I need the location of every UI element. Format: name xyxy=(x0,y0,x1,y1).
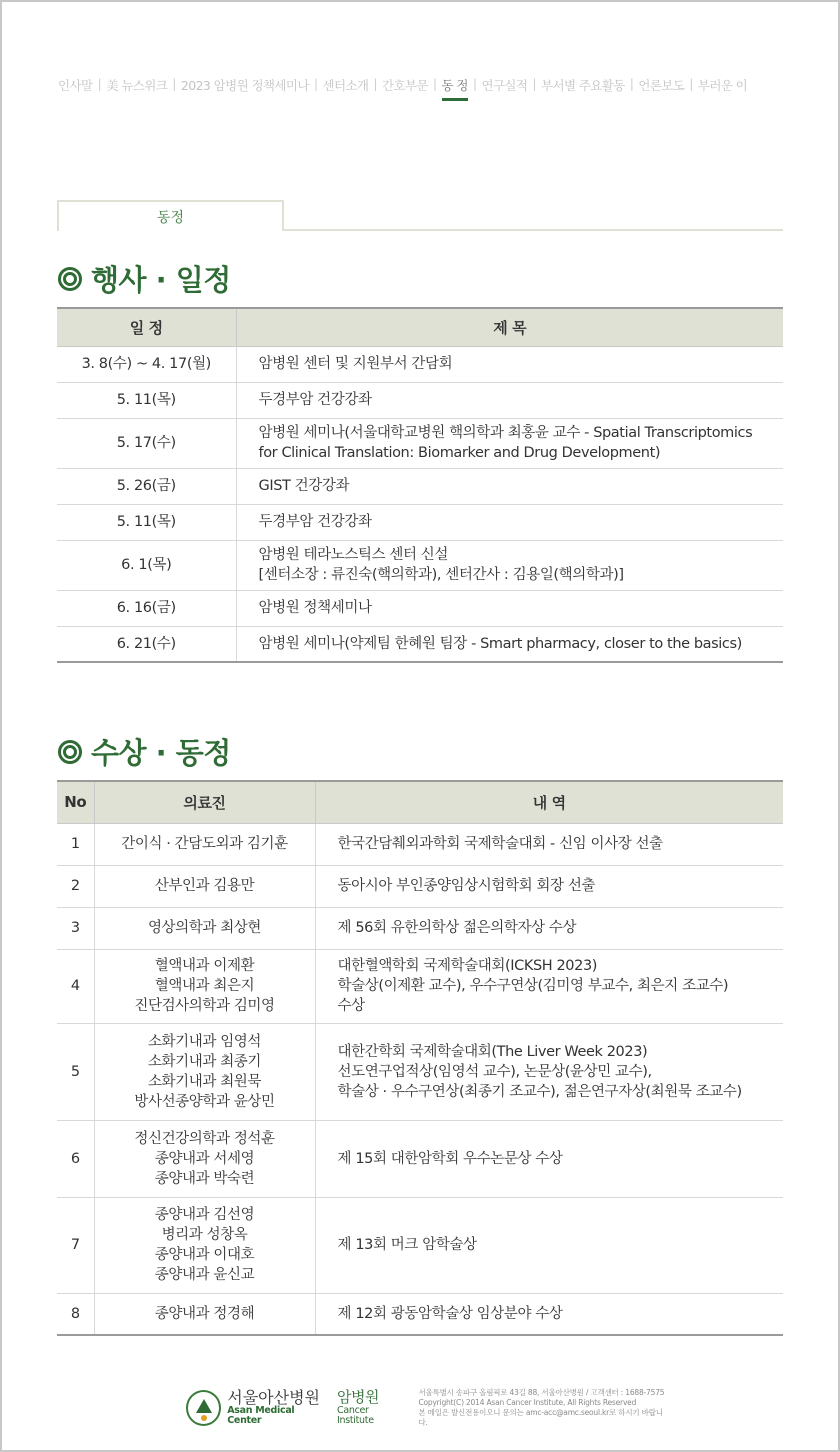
award-detail-line: 학술상 · 우수구연상(최종기 조교수), 젊은연구자상(최원묵 조교수) xyxy=(337,1083,742,1100)
event-title-line: 두경부암 건강강좌 xyxy=(258,392,372,408)
events-table-header xyxy=(57,308,783,346)
events-heading xyxy=(58,258,231,299)
brand-name-en: Asan Medical Center xyxy=(227,1405,295,1427)
award-detail-line: 제 12회 광동암학술상 임상분야 수상 xyxy=(337,1305,563,1322)
event-date: 5. 17(수) xyxy=(57,418,236,468)
award-staff-line: 방사선종양학과 윤상민 xyxy=(134,1093,275,1110)
award-staff-line: 종양내과 김선영 xyxy=(154,1207,255,1223)
award-detail xyxy=(315,1197,783,1293)
nav-item[interactable]: 美 뉴스위크 xyxy=(106,78,168,93)
award-staff-line: 종양내과 정경해 xyxy=(154,1305,255,1322)
top-nav xyxy=(58,76,788,106)
award-staff-line: 종양내과 박숙련 xyxy=(154,1170,255,1187)
event-date: 6. 1(목) xyxy=(57,540,236,590)
event-row xyxy=(57,382,783,418)
nav-item[interactable]: 연구실적 xyxy=(481,78,528,93)
event-row xyxy=(57,504,783,540)
nav-separator: | xyxy=(373,76,377,91)
award-no: 5 xyxy=(57,1023,94,1120)
nav-item[interactable]: 간호부문 xyxy=(382,78,428,93)
award-staff-line: 영상의학과 최상현 xyxy=(147,920,262,936)
event-title xyxy=(236,382,783,418)
award-staff-line: 종양내과 윤신교 xyxy=(154,1267,255,1283)
event-title-line: 두경부암 건강강좌 xyxy=(258,514,372,530)
event-date: 6. 21(수) xyxy=(57,626,236,662)
award-no: 2 xyxy=(57,865,94,907)
award-row xyxy=(57,1197,783,1293)
event-row xyxy=(57,468,783,504)
dept-name xyxy=(337,1390,406,1426)
nav-separator: | xyxy=(97,76,102,91)
awards-table xyxy=(57,780,783,1336)
award-staff-line: 종양내과 이대호 xyxy=(154,1247,255,1263)
dept-name-ko: 암병원 xyxy=(337,1388,379,1407)
award-detail-line: 대한간학회 국제학술대회(The Liver Week 2023) xyxy=(337,1043,648,1060)
award-detail-line: 동아시아 부인종양임상시험학회 회장 선출 xyxy=(337,878,596,894)
award-no: 1 xyxy=(57,823,94,865)
nav-separator: | xyxy=(432,76,437,91)
event-title xyxy=(236,468,783,504)
award-no: 8 xyxy=(57,1293,94,1335)
events-header-title: 제 목 xyxy=(236,308,783,346)
event-title xyxy=(236,504,783,540)
awards-table-header xyxy=(57,781,783,823)
event-title-line: for Clinical Translation: Biomarker and Drug Development) xyxy=(258,445,661,461)
award-detail-line: 학술상(이제환 교수), 우수구연상(김미영 부교수, 최은지 조교수) xyxy=(337,978,729,994)
award-no: 3 xyxy=(57,907,94,949)
award-row xyxy=(57,1120,783,1197)
award-staff xyxy=(94,1197,315,1293)
event-title-line: 암병원 세미나(약제팀 한혜원 팀장 - Smart pharmacy, closer to the basics) xyxy=(258,635,742,652)
award-staff-line: 종양내과 서세영 xyxy=(154,1150,255,1167)
event-row xyxy=(57,346,783,382)
award-staff-line: 간이식 · 간담도외과 김기훈 xyxy=(121,836,288,852)
event-date: 6. 16(금) xyxy=(57,590,236,626)
brand-name[interactable] xyxy=(227,1387,329,1427)
section-tab-bar xyxy=(57,200,783,231)
awards-header-no: No xyxy=(57,781,94,823)
award-row xyxy=(57,1023,783,1120)
event-title xyxy=(236,626,783,662)
award-staff xyxy=(94,907,315,949)
award-detail xyxy=(315,949,783,1023)
event-row xyxy=(57,540,783,590)
event-title-line: 암병원 세미나(서울대학교병원 핵의학과 최홍윤 교수 - Spatial Transcriptomics xyxy=(258,425,753,441)
award-row xyxy=(57,865,783,907)
award-staff-line: 소화기내과 최종기 xyxy=(147,1053,262,1070)
event-title xyxy=(236,590,783,626)
award-detail-line: 제 13회 머크 암학술상 xyxy=(337,1237,477,1253)
award-staff xyxy=(94,1023,315,1120)
footer-copyright: Copyright(C) 2014 Asan Cancer Institute, All Rights Reserved xyxy=(418,1398,637,1407)
nav-item[interactable]: 부러운 이 xyxy=(697,78,748,93)
award-detail-line: 한국간담췌외과학회 국제학술대회 - 신임 이사장 선출 xyxy=(337,836,663,852)
nav-item[interactable]: 부서별 주요활동 xyxy=(541,78,625,93)
dept-name-en: Cancer Institute xyxy=(337,1404,374,1426)
award-staff-line: 병리과 성창옥 xyxy=(161,1227,248,1243)
award-staff-line: 산부인과 김용만 xyxy=(154,878,255,894)
event-title xyxy=(236,540,783,590)
events-table xyxy=(57,307,783,663)
award-staff-line: 진단검사의학과 김미영 xyxy=(134,998,275,1014)
double-circle-icon xyxy=(58,267,82,291)
nav-item[interactable]: 2023 암병원 정책세미나 xyxy=(180,78,309,93)
nav-separator: | xyxy=(532,76,537,91)
award-staff xyxy=(94,949,315,1023)
event-title-line: 암병원 센터 및 지원부서 간담회 xyxy=(258,356,453,372)
footer-address: 서울특별시 송파구 올림픽로 43길 88, 서울아산병원 / 고객센터 : 1688-7575 xyxy=(418,1388,665,1397)
double-circle-icon xyxy=(58,740,82,764)
award-detail xyxy=(315,1293,783,1335)
award-staff xyxy=(94,823,315,865)
event-title-line: [센터소장 : 류진숙(핵의학과), 센터간사 : 김용일(핵의학과)] xyxy=(258,567,624,583)
awards-heading-text: 수상 · 동정 xyxy=(91,736,231,770)
awards-heading xyxy=(58,731,231,772)
event-row xyxy=(57,418,783,468)
footer xyxy=(186,1388,666,1428)
award-no: 7 xyxy=(57,1197,94,1293)
event-title xyxy=(236,418,783,468)
award-detail-line: 제 56회 유한의학상 젊은의학자상 수상 xyxy=(337,920,577,936)
award-staff xyxy=(94,1120,315,1197)
footer-info xyxy=(418,1388,666,1428)
award-staff-line: 정신건강의학과 정석훈 xyxy=(134,1130,275,1147)
award-row xyxy=(57,1293,783,1335)
award-staff-line: 혈액내과 이제환 xyxy=(154,958,255,974)
event-row xyxy=(57,590,783,626)
award-detail xyxy=(315,823,783,865)
award-detail-line: 수상 xyxy=(337,998,365,1014)
award-detail xyxy=(315,1120,783,1197)
nav-separator: | xyxy=(172,76,176,91)
award-staff xyxy=(94,1293,315,1335)
event-title-line: 암병원 테라노스틱스 센터 신설 xyxy=(258,547,449,563)
award-no: 6 xyxy=(57,1120,94,1197)
nav-separator: | xyxy=(689,76,693,91)
award-row xyxy=(57,907,783,949)
nav-item[interactable]: 센터소개 xyxy=(322,78,369,93)
footer-notice: 본 메일은 발신전용이오니 문의는 amc-acc@amc.seoul.kr로 하시기 바랍니다. xyxy=(418,1408,663,1427)
events-heading-text: 행사 · 일정 xyxy=(91,263,231,297)
nav-separator: | xyxy=(629,76,634,91)
awards-header-staff: 의료진 xyxy=(94,781,315,823)
brand-name-ko: 서울아산병원 xyxy=(227,1387,320,1407)
nav-separator: | xyxy=(313,76,318,91)
section-tab-current[interactable]: 동정 xyxy=(57,200,284,231)
event-row xyxy=(57,626,783,662)
award-detail-line: 선도연구업적상(임영석 교수), 논문상(윤상민 교수), xyxy=(337,1063,652,1080)
hospital-logo-icon xyxy=(186,1390,221,1426)
nav-separator: | xyxy=(472,76,477,91)
award-staff xyxy=(94,865,315,907)
event-title-line: 암병원 정책세미나 xyxy=(258,600,372,616)
events-header-date: 일 정 xyxy=(57,308,236,346)
award-staff-line: 소화기내과 임영석 xyxy=(147,1033,262,1050)
event-date: 5. 26(금) xyxy=(57,468,236,504)
nav-item[interactable]: 동 정 xyxy=(442,76,468,104)
nav-item[interactable]: 언론보도 xyxy=(638,78,685,93)
award-detail xyxy=(315,1023,783,1120)
awards-header-detail: 내 역 xyxy=(315,781,783,823)
award-detail xyxy=(315,865,783,907)
award-staff-line: 혈액내과 최은지 xyxy=(154,978,255,994)
award-row xyxy=(57,949,783,1023)
event-title-line: GIST 건강강좌 xyxy=(258,478,350,494)
event-date: 3. 8(수) ~ 4. 17(월) xyxy=(57,346,236,382)
event-title xyxy=(236,346,783,382)
award-detail xyxy=(315,907,783,949)
award-no: 4 xyxy=(57,949,94,1023)
event-date: 5. 11(목) xyxy=(57,382,236,418)
award-row xyxy=(57,823,783,865)
award-staff-line: 소화기내과 최원묵 xyxy=(147,1073,262,1090)
award-detail-line: 대한혈액학회 국제학술대회(ICKSH 2023) xyxy=(337,958,598,974)
event-date: 5. 11(목) xyxy=(57,504,236,540)
award-detail-line: 제 15회 대한암학회 우수논문상 수상 xyxy=(337,1150,563,1167)
nav-item[interactable]: 인사말 xyxy=(58,78,93,93)
